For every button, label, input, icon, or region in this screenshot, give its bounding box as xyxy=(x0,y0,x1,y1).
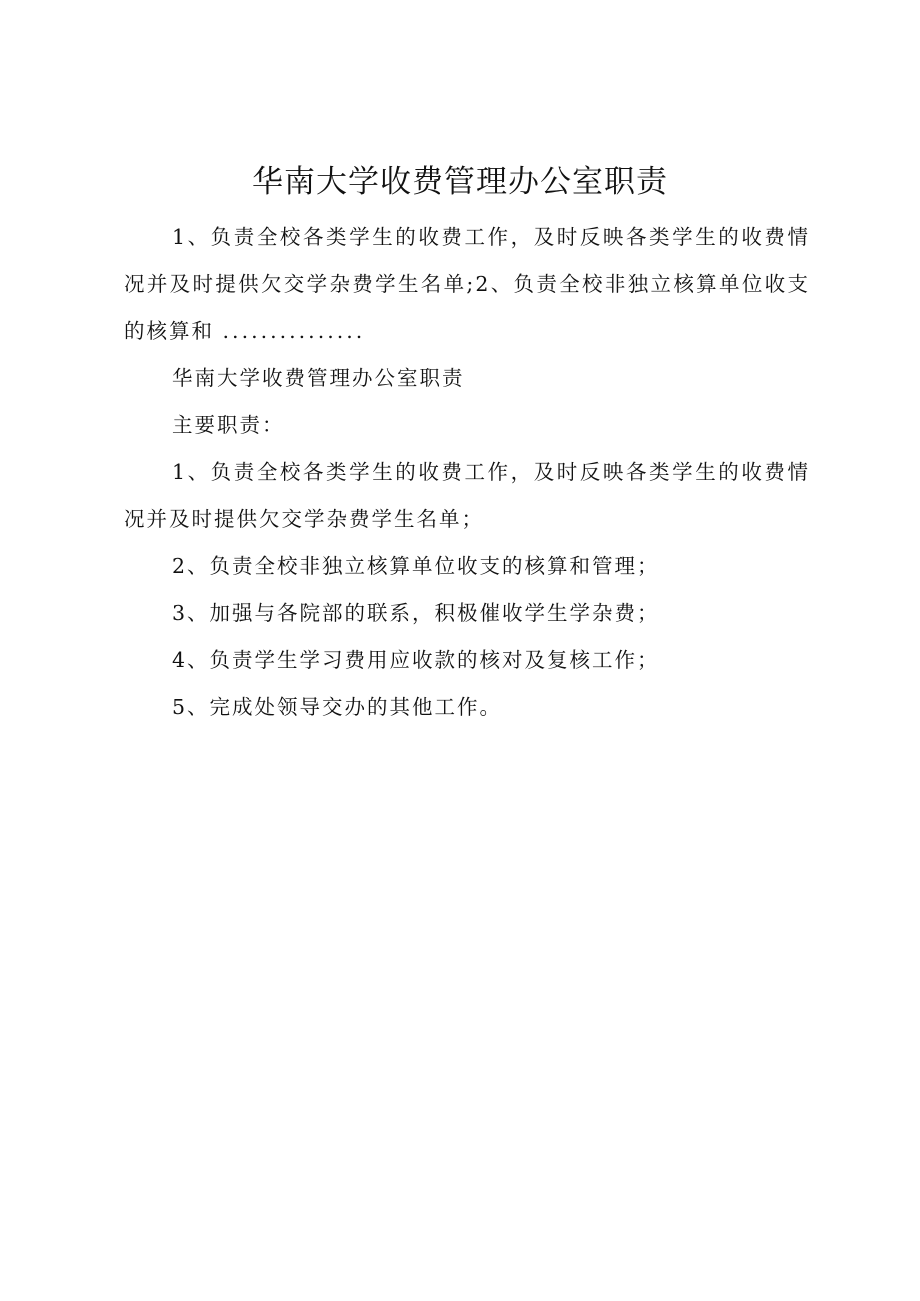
summary-line-1: 1、负责全校各类学生的收费工作，及时反映各类学生的收费情 xyxy=(172,225,810,249)
summary-ellipsis: ............... xyxy=(222,319,366,343)
duty-item-1-line-2: 况并及时提供欠交学杂费学生名单； xyxy=(124,507,484,531)
duty-item-2: 2、负责全校非独立核算单位收支的核算和管理； xyxy=(172,554,660,578)
summary-line-2: 况并及时提供欠交学杂费学生名单;2、负责全校非独立核算单位收支 xyxy=(124,272,810,296)
duty-item-1-line-1: 1、负责全校各类学生的收费工作，及时反映各类学生的收费情 xyxy=(172,460,810,484)
duties-heading: 主要职责： xyxy=(172,413,285,437)
duty-item-4: 4、负责学生学习费用应收款的核对及复核工作； xyxy=(172,648,660,672)
summary-line-3-text: 的核算和 xyxy=(124,319,214,343)
duty-item-3: 3、加强与各院部的联系，积极催收学生学杂费； xyxy=(172,601,660,625)
document-body xyxy=(124,214,810,731)
summary-line-3 xyxy=(124,308,810,355)
duty-item-5: 5、完成处领导交办的其他工作。 xyxy=(172,695,503,719)
page-title: 华南大学收费管理办公室职责 xyxy=(252,164,668,200)
subtitle: 华南大学收费管理办公室职责 xyxy=(172,366,465,390)
